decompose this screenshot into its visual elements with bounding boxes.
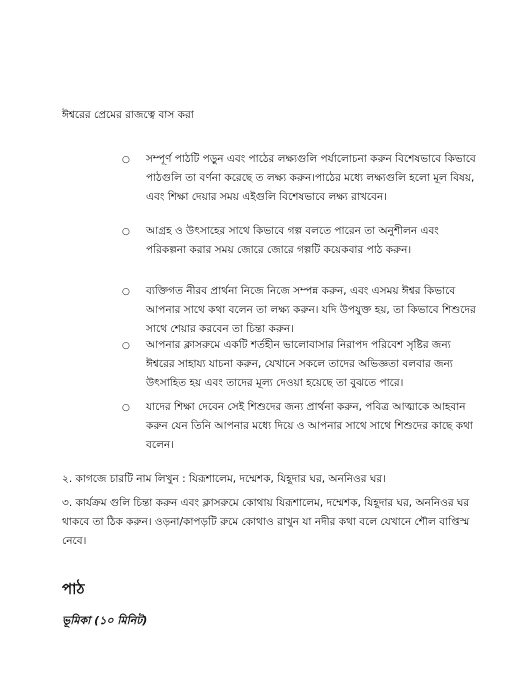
list-item <box>122 336 476 393</box>
step-two-paragraph: ২. কাগজে চারটি নাম লিখুন : যিরূশালেম, দম্মেশক, যিহূদার ঘর, অননিওর ঘর। <box>62 473 386 485</box>
bullet-circle-icon: ○ <box>122 403 130 413</box>
section-title: পাঠ <box>62 580 85 598</box>
list-item <box>122 150 476 207</box>
bullet-circle-icon: ○ <box>122 155 130 165</box>
step-three-paragraph: ৩. কার্যক্রম গুলি চিন্তা করুন এবং ক্লাসরুমে কোথায় যিরূশালেম, দম্মেশক, যিহূদার ঘর, অননিওর ঘর থাকবে তা ঠিক করুন। ওড়না/কাপড়টি রুমে কোথাও রাখুন যা নদীর কথা বলে যেখানে শৌল বাপ্তিস্ম নেবে। <box>62 497 470 547</box>
list-item-text: আপনার ক্লাসরুমে একটি শর্তহীন ভালোবাসার নিরাপদ পরিবেশ সৃষ্টির জন্য ঈশ্বরের সাহায্য যাচনা করুন, যেখানে সকলে তাদের অভিজ্ঞতা বলবার জন্য উৎসাহিত হয় এবং তাদের মূল্য দেওয়া হয়েছে তা বুঝতে পারে। <box>146 339 453 389</box>
bullet-circle-icon: ○ <box>122 287 130 297</box>
sub-title: ভূমিকা (১০ মিনিট) <box>62 614 148 627</box>
list-item-text: সম্পূর্ণ পাঠটি পড়ুন এবং পাঠের লক্ষ্যগুলি পর্যালোচনা করুন বিশেষভাবে কিভাবে পাঠগুলি তা বর্ণনা করেছে ত লক্ষ্য করুন।পাঠের মধ্যে লক্ষ্যগুলি হলো মূল বিষয়, এবং শিক্ষা দেয়ার সময় এইগুলি বিশেষভাবে লক্ষ্য রাখবেন। <box>146 153 476 203</box>
list-item-text: আগ্রহ ও উৎসাহের সাথে কিভাবে গল্প বলতে পারেন তা অনুশীলন এবং পরিকল্পনা করার সময় জোরে জোরে গল্পটি কয়েকবার পাঠ করুন। <box>146 225 439 256</box>
list-item-text: ব্যক্তিগত নীরব প্রার্থনা নিজে নিজে সম্পন্ন করুন, এবং এসময় ঈশ্বর কিভাবে আপনার সাথে কথা বলেন তা লক্ষ্য করুন। যদি উপযুক্ত হয়, তা কিভাবে শিশুদের সাথে শেয়ার করবেন তা চিন্তা করুন। <box>146 285 476 335</box>
list-item <box>122 282 476 339</box>
document-heading: ঈশ্বরের প্রেমের রাজত্বে বাস করা <box>62 109 194 121</box>
list-item <box>122 398 476 455</box>
list-item-text: যাদের শিক্ষা দেবেন সেই শিশুদের জন্য প্রার্থনা করুন, পবিত্র আত্মাকে আহবান করুন যেন তিনি আপনার মধ্যে দিয়ে ও আপনার সাথে সাথে শিশুদের কাছে কথা বলেন। <box>146 401 473 451</box>
bullet-circle-icon: ○ <box>122 227 130 237</box>
list-item <box>122 222 476 260</box>
bullet-circle-icon: ○ <box>122 341 130 351</box>
